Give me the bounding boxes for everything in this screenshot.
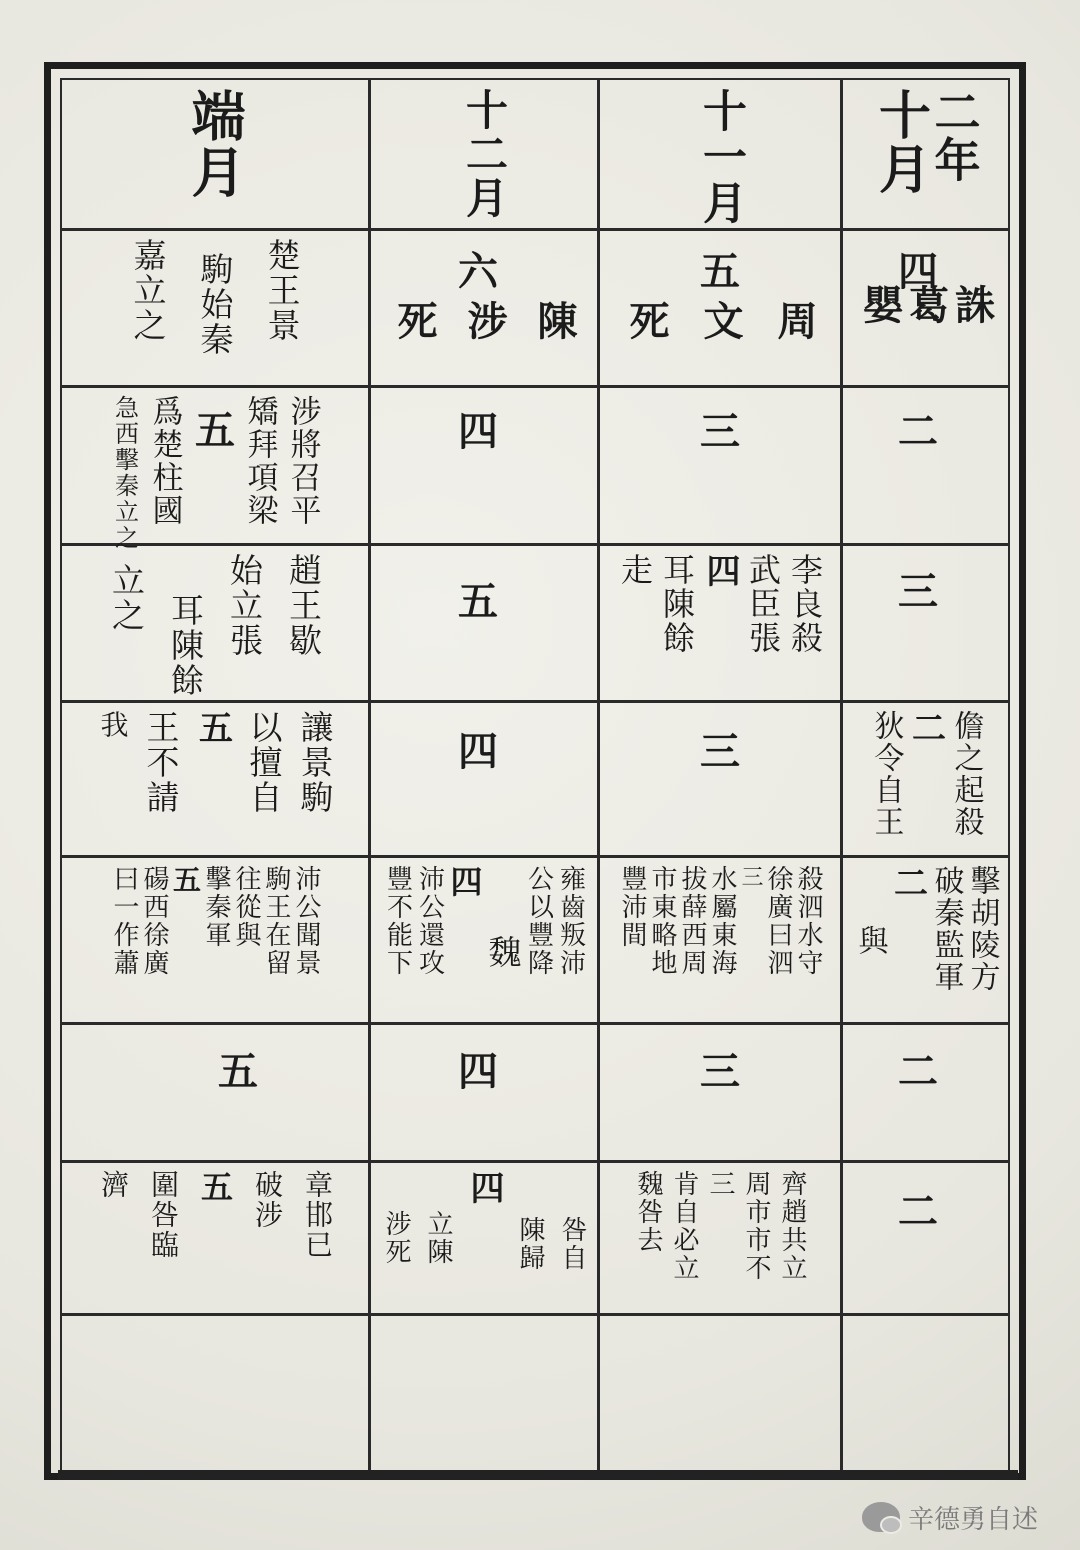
row5-col5 — [843, 859, 1008, 1022]
row4-col5 — [843, 704, 1008, 855]
cell-text: 豐不能下 — [382, 865, 413, 977]
cell-text: 急西擊秦立之 — [110, 395, 139, 551]
cell-text: 齊趙共立 — [777, 1170, 807, 1282]
row7-col5-number: 二 — [898, 1188, 938, 1235]
cell-text: 立之 — [107, 563, 146, 633]
row2-col1 — [62, 389, 368, 551]
cell-number: 五 — [188, 409, 236, 451]
row1-col5-number: 四 — [898, 248, 938, 295]
header-text: 二年 — [927, 88, 982, 184]
cell-text: 與 — [852, 925, 888, 957]
cell-text: 沛公還攻 — [414, 865, 445, 977]
cell-text: 周 — [771, 300, 818, 342]
row-rule — [62, 228, 1008, 231]
cell-text: 往從與 — [231, 865, 261, 949]
cell-text: 耳陳餘 — [166, 593, 205, 698]
row3-col3-number: 五 — [458, 578, 498, 625]
row-rule — [62, 385, 1008, 388]
cell-number: 三 — [738, 865, 763, 889]
cell-text: 儋之起殺 — [948, 710, 984, 838]
row4-col3-number: 四 — [458, 728, 498, 775]
cell-text: 破涉 — [251, 1170, 284, 1230]
cell-text: 嘉立之 — [128, 238, 168, 343]
row-rule — [62, 1160, 1008, 1163]
cell-text: 耳陳餘 — [658, 553, 696, 655]
header-month-12 — [371, 82, 597, 228]
cell-text: 公以豐降 — [523, 865, 554, 977]
row1-col3 — [371, 300, 597, 380]
row-rule — [62, 1022, 1008, 1025]
row6-col3-number: 四 — [458, 1048, 498, 1095]
wechat-icon — [862, 1502, 900, 1532]
cell-text: 拔薛西周 — [677, 865, 707, 977]
cell-text: 武臣張 — [744, 553, 782, 655]
cell-number: 二 — [887, 865, 928, 901]
cell-text: 咎自 — [557, 1216, 587, 1272]
cell-text: 豐沛間 — [617, 865, 647, 949]
header-text: 十月 — [869, 88, 931, 196]
cell-text: 葛 — [902, 284, 950, 326]
row1-col4-number: 五 — [700, 248, 740, 295]
cell-text: 濟 — [97, 1170, 130, 1200]
row2-col4-number: 三 — [700, 408, 740, 455]
cell-text: 徐廣曰泗 — [763, 865, 793, 977]
cell-text: 曰一作蕭 — [109, 865, 139, 977]
header-month-1 — [62, 82, 368, 228]
cell-text: 趙王歇 — [284, 553, 323, 658]
cell-text: 矯拜項梁 — [241, 395, 278, 527]
row3-col4 — [600, 547, 840, 700]
cell-text: 魏 — [483, 935, 523, 970]
cell-number: 四 — [700, 553, 740, 589]
cell-number: 四 — [445, 865, 484, 899]
row2-col5-number: 二 — [898, 408, 938, 455]
row1-col4 — [600, 300, 840, 380]
cell-text: 市東略地 — [647, 865, 677, 977]
cell-text: 文 — [697, 300, 744, 342]
cell-text: 周市市不 — [741, 1170, 771, 1282]
cell-text: 爲楚柱國 — [146, 395, 183, 527]
row4-col4-number: 三 — [700, 728, 740, 775]
cell-text: 魏咎去 — [633, 1170, 663, 1254]
row2-col3-number: 四 — [458, 408, 498, 455]
row4-col1 — [62, 704, 368, 855]
row1-col3-number: 六 — [458, 248, 498, 295]
cell-text: 涉 — [461, 300, 508, 342]
cell-text: 破秦監軍 — [928, 865, 964, 993]
row5-col4 — [600, 859, 840, 1022]
header-text: 十二月 — [460, 88, 509, 220]
row7-col4 — [600, 1164, 840, 1313]
cell-text: 水屬東海 — [707, 865, 737, 977]
header-text: 端月 — [183, 88, 247, 200]
cell-text: 擊秦軍 — [201, 865, 231, 949]
row7-col1 — [62, 1164, 368, 1313]
row5-col3 — [371, 859, 597, 1022]
cell-text: 讓景駒 — [295, 710, 335, 815]
cell-text: 以擅自 — [244, 710, 284, 815]
cell-text: 死 — [623, 300, 670, 342]
cell-text: 我 — [96, 710, 130, 740]
cell-text: 誅 — [948, 284, 996, 326]
cell-text: 陳 — [531, 300, 578, 342]
header-text: 十一月 — [695, 88, 746, 226]
header-month-11 — [600, 82, 840, 228]
cell-number: 四 — [464, 1170, 504, 1206]
cell-text: 死 — [391, 300, 438, 342]
row3-col5-number: 三 — [898, 568, 938, 615]
frame-shadow — [58, 1470, 1018, 1480]
cell-text: 立陳 — [423, 1210, 453, 1266]
row6-col5-number: 二 — [898, 1048, 938, 1095]
cell-text: 擊胡陵方 — [964, 865, 1000, 993]
cell-text: 肯自必立 — [669, 1170, 699, 1282]
cell-text: 王不請 — [141, 710, 181, 815]
cell-text: 章邯已 — [301, 1170, 334, 1260]
row6-col4-number: 三 — [700, 1048, 740, 1095]
cell-number: 三 — [705, 1170, 735, 1198]
row5-col1 — [62, 859, 368, 1022]
cell-text: 駒始秦 — [195, 252, 235, 357]
cell-text: 殺泗水守 — [793, 865, 823, 977]
cell-text: 楚王景 — [262, 238, 302, 343]
cell-text: 嬰 — [856, 284, 904, 326]
cell-text: 圍咎臨 — [147, 1170, 180, 1260]
cell-text: 李良殺 — [786, 553, 824, 655]
cell-text: 碭西徐廣 — [139, 865, 169, 977]
cell-text: 駒王在留 — [261, 865, 291, 977]
row-rule — [62, 700, 1008, 703]
header-year-month — [843, 82, 1008, 228]
row7-col3 — [371, 1164, 597, 1313]
cell-number: 五 — [169, 865, 202, 895]
cell-text: 涉死 — [381, 1210, 411, 1266]
row-rule — [62, 1313, 1008, 1316]
row3-col1 — [62, 547, 368, 700]
row-rule — [62, 543, 1008, 546]
row-rule — [62, 855, 1008, 858]
cell-text: 涉將召平 — [284, 395, 321, 527]
watermark-text: 辛德勇自述 — [908, 1504, 1039, 1535]
cell-text: 陳歸 — [515, 1216, 545, 1272]
cell-text: 走 — [616, 553, 654, 587]
cell-text: 雍齒叛沛 — [555, 865, 586, 977]
cell-text: 狄令自王 — [868, 710, 904, 838]
cell-number: 二 — [905, 710, 946, 746]
cell-text: 始立張 — [225, 553, 264, 658]
cell-number: 五 — [196, 1170, 234, 1204]
cell-number: 五 — [192, 710, 233, 746]
cell-text: 沛公聞景 — [291, 865, 321, 977]
row6-col1-number: 五 — [218, 1048, 258, 1095]
row1-col1 — [62, 232, 368, 385]
wechat-watermark — [862, 1495, 1038, 1539]
